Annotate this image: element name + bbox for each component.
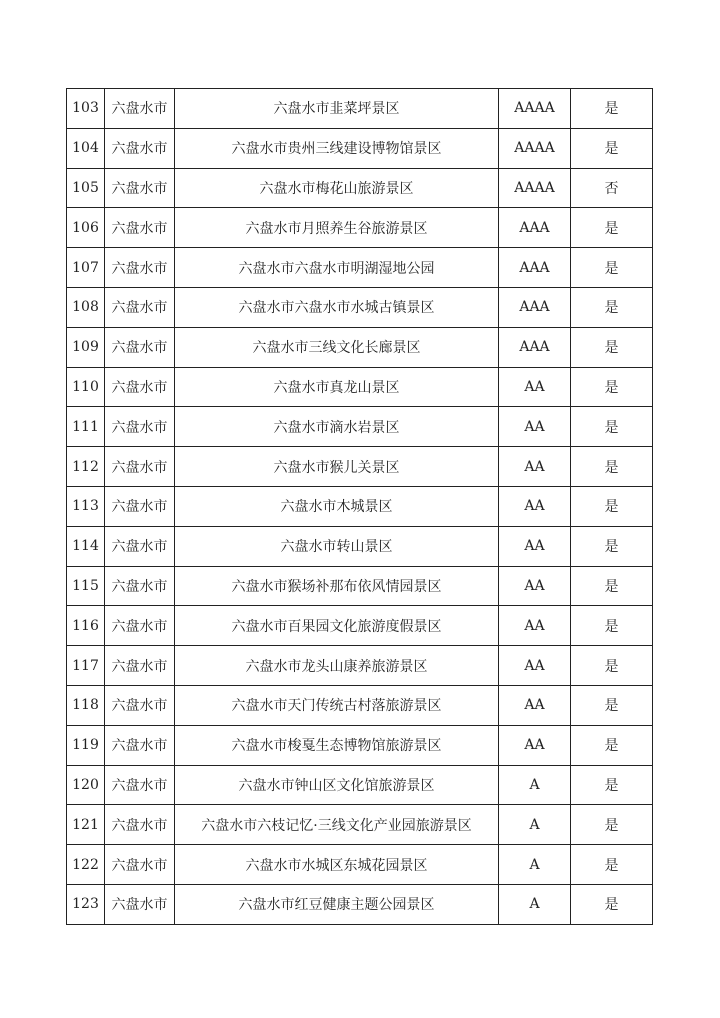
grade-cell: AA: [499, 407, 571, 447]
flag-cell: 是: [571, 367, 653, 407]
table-row: [67, 486, 653, 526]
row-number-cell: 108: [67, 287, 105, 327]
row-number-cell: 114: [67, 526, 105, 566]
scenic-name-cell: 六盘水市红豆健康主题公园景区: [175, 884, 499, 924]
grade-cell: AA: [499, 447, 571, 487]
row-number-cell: 120: [67, 765, 105, 805]
city-cell: 六盘水市: [105, 646, 175, 686]
scenic-name-cell: 六盘水市六盘水市明湖湿地公园: [175, 248, 499, 288]
flag-cell: 是: [571, 845, 653, 885]
table-row: [67, 526, 653, 566]
row-number-cell: 110: [67, 367, 105, 407]
row-number-cell: 122: [67, 845, 105, 885]
row-number-cell: 104: [67, 128, 105, 168]
flag-cell: 是: [571, 208, 653, 248]
flag-cell: 是: [571, 805, 653, 845]
scenic-name-cell: 六盘水市百果园文化旅游度假景区: [175, 606, 499, 646]
table-row: [67, 367, 653, 407]
row-number-cell: 113: [67, 486, 105, 526]
row-number-cell: 123: [67, 884, 105, 924]
table-row: [67, 208, 653, 248]
city-cell: 六盘水市: [105, 248, 175, 288]
scenic-name-cell: 六盘水市六盘水市水城古镇景区: [175, 287, 499, 327]
scenic-name-cell: 六盘水市滴水岩景区: [175, 407, 499, 447]
city-cell: 六盘水市: [105, 287, 175, 327]
scenic-name-cell: 六盘水市月照养生谷旅游景区: [175, 208, 499, 248]
grade-cell: AA: [499, 685, 571, 725]
table-row: [67, 884, 653, 924]
grade-cell: AAA: [499, 287, 571, 327]
scenic-name-cell: 六盘水市钟山区文化馆旅游景区: [175, 765, 499, 805]
city-cell: 六盘水市: [105, 447, 175, 487]
flag-cell: 是: [571, 447, 653, 487]
row-number-cell: 116: [67, 606, 105, 646]
flag-cell: 是: [571, 725, 653, 765]
scenic-name-cell: 六盘水市转山景区: [175, 526, 499, 566]
table-row: [67, 128, 653, 168]
city-cell: 六盘水市: [105, 566, 175, 606]
table-row: [67, 805, 653, 845]
table-row: [67, 606, 653, 646]
city-cell: 六盘水市: [105, 208, 175, 248]
grade-cell: AA: [499, 646, 571, 686]
row-number-cell: 119: [67, 725, 105, 765]
table-row: [67, 845, 653, 885]
flag-cell: 是: [571, 128, 653, 168]
flag-cell: 是: [571, 486, 653, 526]
scenic-name-cell: 六盘水市梅花山旅游景区: [175, 168, 499, 208]
table-row: [67, 685, 653, 725]
grade-cell: AAAA: [499, 89, 571, 129]
city-cell: 六盘水市: [105, 685, 175, 725]
grade-cell: AA: [499, 486, 571, 526]
row-number-cell: 103: [67, 89, 105, 129]
row-number-cell: 106: [67, 208, 105, 248]
grade-cell: A: [499, 845, 571, 885]
table-row: [67, 327, 653, 367]
city-cell: 六盘水市: [105, 725, 175, 765]
grade-cell: AA: [499, 566, 571, 606]
scenic-name-cell: 六盘水市猴场补那布依风情园景区: [175, 566, 499, 606]
scenic-name-cell: 六盘水市六枝记忆·三线文化产业园旅游景区: [175, 805, 499, 845]
flag-cell: 是: [571, 884, 653, 924]
scenic-name-cell: 六盘水市三线文化长廊景区: [175, 327, 499, 367]
grade-cell: AA: [499, 526, 571, 566]
grade-cell: A: [499, 805, 571, 845]
row-number-cell: 118: [67, 685, 105, 725]
row-number-cell: 109: [67, 327, 105, 367]
table-row: [67, 89, 653, 129]
scenic-name-cell: 六盘水市龙头山康养旅游景区: [175, 646, 499, 686]
grade-cell: AAA: [499, 327, 571, 367]
scenic-name-cell: 六盘水市猴儿关景区: [175, 447, 499, 487]
grade-cell: A: [499, 765, 571, 805]
city-cell: 六盘水市: [105, 89, 175, 129]
scenic-name-cell: 六盘水市贵州三线建设博物馆景区: [175, 128, 499, 168]
scenic-name-cell: 六盘水市韭菜坪景区: [175, 89, 499, 129]
flag-cell: 是: [571, 287, 653, 327]
flag-cell: 是: [571, 407, 653, 447]
city-cell: 六盘水市: [105, 606, 175, 646]
flag-cell: 是: [571, 327, 653, 367]
grade-cell: AAAA: [499, 128, 571, 168]
city-cell: 六盘水市: [105, 327, 175, 367]
table-row: [67, 248, 653, 288]
city-cell: 六盘水市: [105, 845, 175, 885]
table-row: [67, 447, 653, 487]
city-cell: 六盘水市: [105, 765, 175, 805]
table-row: [67, 287, 653, 327]
city-cell: 六盘水市: [105, 407, 175, 447]
flag-cell: 是: [571, 685, 653, 725]
city-cell: 六盘水市: [105, 805, 175, 845]
row-number-cell: 111: [67, 407, 105, 447]
scenic-name-cell: 六盘水市水城区东城花园景区: [175, 845, 499, 885]
grade-cell: AAAA: [499, 168, 571, 208]
scenic-name-cell: 六盘水市木城景区: [175, 486, 499, 526]
flag-cell: 是: [571, 248, 653, 288]
table-row: [67, 725, 653, 765]
grade-cell: AA: [499, 725, 571, 765]
flag-cell: 是: [571, 566, 653, 606]
scenic-name-cell: 六盘水市天门传统古村落旅游景区: [175, 685, 499, 725]
table-row: [67, 646, 653, 686]
grade-cell: AA: [499, 367, 571, 407]
city-cell: 六盘水市: [105, 526, 175, 566]
city-cell: 六盘水市: [105, 367, 175, 407]
grade-cell: AAA: [499, 208, 571, 248]
table-body: [67, 89, 653, 925]
row-number-cell: 107: [67, 248, 105, 288]
grade-cell: AA: [499, 606, 571, 646]
scenic-spot-table: [66, 88, 653, 925]
table-row: [67, 765, 653, 805]
flag-cell: 是: [571, 606, 653, 646]
row-number-cell: 112: [67, 447, 105, 487]
city-cell: 六盘水市: [105, 168, 175, 208]
table-row: [67, 168, 653, 208]
row-number-cell: 105: [67, 168, 105, 208]
table-row: [67, 407, 653, 447]
scenic-name-cell: 六盘水市真龙山景区: [175, 367, 499, 407]
flag-cell: 是: [571, 89, 653, 129]
flag-cell: 是: [571, 646, 653, 686]
table-row: [67, 566, 653, 606]
flag-cell: 是: [571, 765, 653, 805]
flag-cell: 否: [571, 168, 653, 208]
row-number-cell: 121: [67, 805, 105, 845]
flag-cell: 是: [571, 526, 653, 566]
city-cell: 六盘水市: [105, 884, 175, 924]
row-number-cell: 117: [67, 646, 105, 686]
grade-cell: A: [499, 884, 571, 924]
grade-cell: AAA: [499, 248, 571, 288]
city-cell: 六盘水市: [105, 128, 175, 168]
scenic-name-cell: 六盘水市梭戛生态博物馆旅游景区: [175, 725, 499, 765]
city-cell: 六盘水市: [105, 486, 175, 526]
row-number-cell: 115: [67, 566, 105, 606]
